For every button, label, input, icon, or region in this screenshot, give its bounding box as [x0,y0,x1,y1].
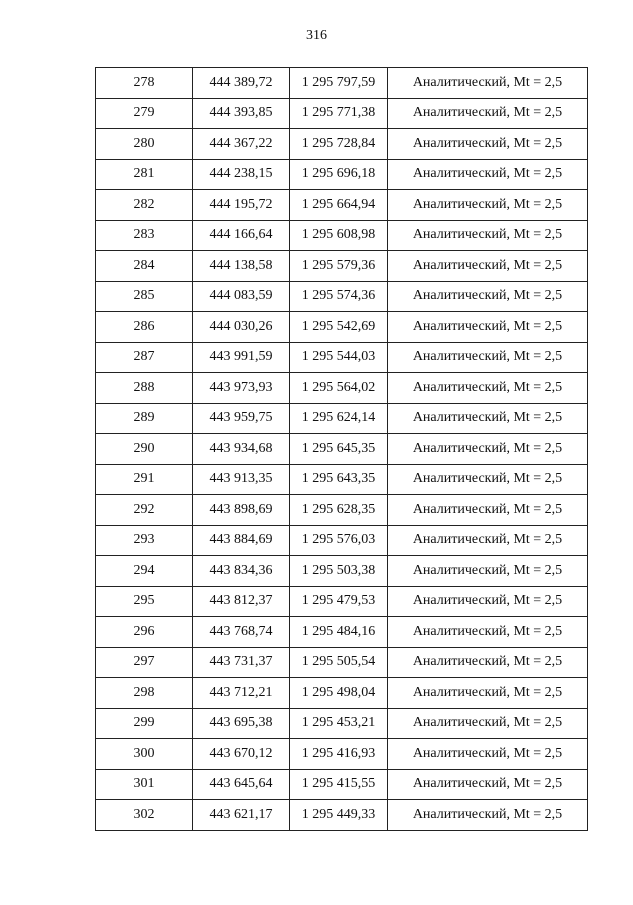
coordinate-y-cell: 1 295 564,02 [290,373,388,404]
point-number-cell: 297 [96,647,193,678]
table-row [96,434,588,465]
coordinate-x-cell: 443 621,17 [193,800,290,831]
table-row [96,68,588,99]
point-number-cell: 296 [96,617,193,648]
table-row [96,678,588,709]
point-number-cell: 283 [96,220,193,251]
coordinate-y-cell: 1 295 664,94 [290,190,388,221]
coordinate-y-cell: 1 295 498,04 [290,678,388,709]
method-cell: Аналитический, Mt = 2,5 [388,617,588,648]
coordinate-y-cell: 1 295 503,38 [290,556,388,587]
table-row [96,525,588,556]
coordinate-x-cell: 443 934,68 [193,434,290,465]
table-row [96,556,588,587]
method-cell: Аналитический, Mt = 2,5 [388,800,588,831]
method-cell: Аналитический, Mt = 2,5 [388,769,588,800]
method-cell: Аналитический, Mt = 2,5 [388,586,588,617]
method-cell: Аналитический, Mt = 2,5 [388,708,588,739]
point-number-cell: 286 [96,312,193,343]
point-number-cell: 284 [96,251,193,282]
coordinate-y-cell: 1 295 542,69 [290,312,388,343]
method-cell: Аналитический, Mt = 2,5 [388,251,588,282]
table-row [96,190,588,221]
point-number-cell: 288 [96,373,193,404]
table-row [96,312,588,343]
coordinate-x-cell: 443 834,36 [193,556,290,587]
coordinate-y-cell: 1 295 728,84 [290,129,388,160]
table-row [96,739,588,770]
coordinate-y-cell: 1 295 628,35 [290,495,388,526]
coordinate-y-cell: 1 295 608,98 [290,220,388,251]
point-number-cell: 287 [96,342,193,373]
coordinate-y-cell: 1 295 643,35 [290,464,388,495]
point-number-cell: 291 [96,464,193,495]
point-number-cell: 302 [96,800,193,831]
coordinate-x-cell: 443 898,69 [193,495,290,526]
coordinate-x-cell: 444 138,58 [193,251,290,282]
point-number-cell: 280 [96,129,193,160]
table-row [96,586,588,617]
coordinate-x-cell: 444 083,59 [193,281,290,312]
method-cell: Аналитический, Mt = 2,5 [388,495,588,526]
coordinate-x-cell: 443 973,93 [193,373,290,404]
table-row [96,129,588,160]
table-row [96,281,588,312]
point-number-cell: 295 [96,586,193,617]
coordinate-x-cell: 443 812,37 [193,586,290,617]
point-number-cell: 281 [96,159,193,190]
coordinate-y-cell: 1 295 505,54 [290,647,388,678]
coordinate-y-cell: 1 295 797,59 [290,68,388,99]
coordinate-x-cell: 443 991,59 [193,342,290,373]
method-cell: Аналитический, Mt = 2,5 [388,159,588,190]
coordinates-table [95,67,588,831]
method-cell: Аналитический, Mt = 2,5 [388,129,588,160]
method-cell: Аналитический, Mt = 2,5 [388,220,588,251]
coordinate-y-cell: 1 295 484,16 [290,617,388,648]
method-cell: Аналитический, Mt = 2,5 [388,647,588,678]
table-row [96,373,588,404]
coordinate-x-cell: 444 030,26 [193,312,290,343]
table-row [96,708,588,739]
table-row [96,159,588,190]
point-number-cell: 298 [96,678,193,709]
table-row [96,220,588,251]
method-cell: Аналитический, Mt = 2,5 [388,739,588,770]
method-cell: Аналитический, Mt = 2,5 [388,434,588,465]
table-row [96,769,588,800]
coordinate-x-cell: 443 884,69 [193,525,290,556]
method-cell: Аналитический, Mt = 2,5 [388,556,588,587]
coordinate-x-cell: 444 389,72 [193,68,290,99]
point-number-cell: 289 [96,403,193,434]
table-row [96,464,588,495]
coordinate-x-cell: 443 645,64 [193,769,290,800]
coordinates-table-body [96,68,588,831]
point-number-cell: 278 [96,68,193,99]
table-row [96,403,588,434]
method-cell: Аналитический, Mt = 2,5 [388,342,588,373]
coordinate-y-cell: 1 295 576,03 [290,525,388,556]
coordinate-y-cell: 1 295 416,93 [290,739,388,770]
point-number-cell: 279 [96,98,193,129]
coordinate-x-cell: 444 166,64 [193,220,290,251]
coordinate-x-cell: 444 367,22 [193,129,290,160]
method-cell: Аналитический, Mt = 2,5 [388,525,588,556]
coordinate-y-cell: 1 295 579,36 [290,251,388,282]
coordinate-x-cell: 444 238,15 [193,159,290,190]
coordinate-y-cell: 1 295 771,38 [290,98,388,129]
table-row [96,617,588,648]
coordinate-x-cell: 443 913,35 [193,464,290,495]
method-cell: Аналитический, Mt = 2,5 [388,68,588,99]
coordinate-x-cell: 443 959,75 [193,403,290,434]
point-number-cell: 294 [96,556,193,587]
coordinate-x-cell: 444 195,72 [193,190,290,221]
method-cell: Аналитический, Mt = 2,5 [388,403,588,434]
table-row [96,342,588,373]
point-number-cell: 300 [96,739,193,770]
point-number-cell: 292 [96,495,193,526]
coordinate-y-cell: 1 295 624,14 [290,403,388,434]
coordinate-x-cell: 443 695,38 [193,708,290,739]
method-cell: Аналитический, Mt = 2,5 [388,678,588,709]
coordinate-x-cell: 444 393,85 [193,98,290,129]
point-number-cell: 299 [96,708,193,739]
method-cell: Аналитический, Mt = 2,5 [388,464,588,495]
table-row [96,98,588,129]
coordinate-x-cell: 443 731,37 [193,647,290,678]
point-number-cell: 282 [96,190,193,221]
coordinate-y-cell: 1 295 479,53 [290,586,388,617]
point-number-cell: 285 [96,281,193,312]
coordinate-y-cell: 1 295 645,35 [290,434,388,465]
table-row [96,800,588,831]
coordinate-y-cell: 1 295 544,03 [290,342,388,373]
page-number: 316 [306,28,327,43]
point-number-cell: 290 [96,434,193,465]
method-cell: Аналитический, Mt = 2,5 [388,98,588,129]
coordinate-y-cell: 1 295 696,18 [290,159,388,190]
point-number-cell: 293 [96,525,193,556]
method-cell: Аналитический, Mt = 2,5 [388,281,588,312]
method-cell: Аналитический, Mt = 2,5 [388,373,588,404]
coordinate-x-cell: 443 712,21 [193,678,290,709]
method-cell: Аналитический, Mt = 2,5 [388,190,588,221]
coordinate-x-cell: 443 768,74 [193,617,290,648]
coordinate-y-cell: 1 295 449,33 [290,800,388,831]
coordinate-y-cell: 1 295 574,36 [290,281,388,312]
table-row [96,251,588,282]
coordinate-y-cell: 1 295 453,21 [290,708,388,739]
point-number-cell: 301 [96,769,193,800]
table-row [96,495,588,526]
coordinate-x-cell: 443 670,12 [193,739,290,770]
coordinate-y-cell: 1 295 415,55 [290,769,388,800]
method-cell: Аналитический, Mt = 2,5 [388,312,588,343]
table-row [96,647,588,678]
